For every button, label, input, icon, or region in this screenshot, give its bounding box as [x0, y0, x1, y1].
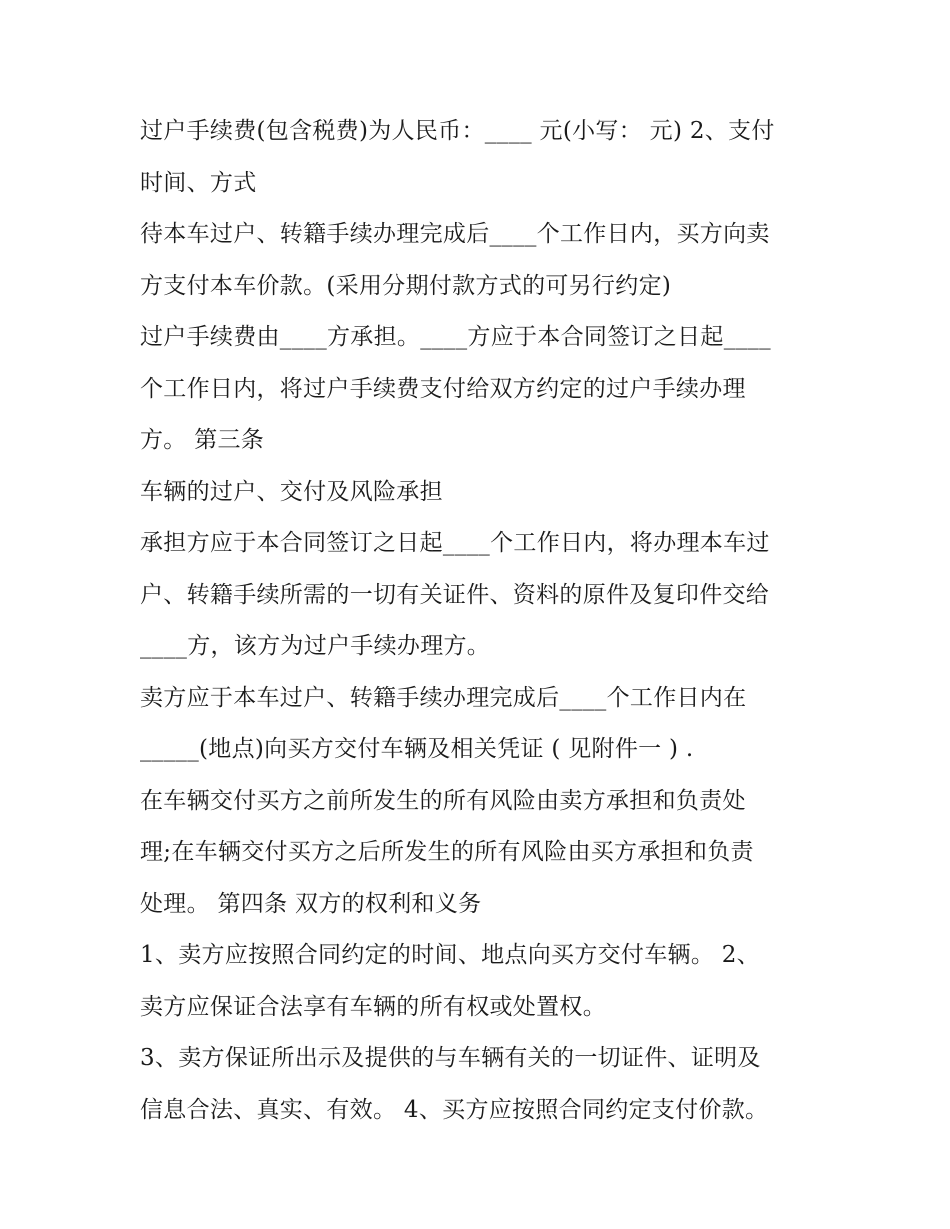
text-line: 在车辆交付买方之前所发生的所有风险由卖方承担和负责处: [140, 787, 746, 814]
text-line: 过户手续费由____方承担。____方应于本合同签订之日起____: [140, 324, 771, 350]
text-line: 时间、方式: [140, 169, 257, 196]
text-line: 3、卖方保证所出示及提供的与车辆有关的一切证件、证明及: [140, 1045, 761, 1071]
text-line: 个工作日内，将过户手续费支付给双方约定的过户手续办理: [140, 375, 746, 402]
text-line: 1、卖方应按照合同约定的时间、地点向买方交付车辆。 2、: [140, 942, 760, 968]
text-line: 待本车过户、转籍手续办理完成后____个工作日内，买方向卖: [140, 221, 770, 247]
text-line: 过户手续费(包含税费)为人民币：____ 元(小写： 元) 2、支付: [140, 118, 775, 144]
text-line: 信息合法、真实、有效。 4、买方应按照合同约定支付价款。: [140, 1096, 769, 1123]
text-line: 处理。 第四条 双方的权利和义务: [140, 890, 482, 917]
document-body: [140, 106, 820, 1136]
text-line: ____方，该方为过户手续办理方。: [140, 633, 491, 659]
text-line: 方。 第三条: [140, 427, 265, 453]
text-line: _____(地点)向买方交付车辆及相关凭证 ( 见附件一 ) .: [140, 736, 694, 762]
text-line: 承担方应于本合同签订之日起____个工作日内，将办理本车过: [140, 530, 770, 556]
text-line: 户、转籍手续所需的一切有关证件、资料的原件及复印件交给: [140, 581, 770, 608]
section-heading: 车辆的过户、交付及风险承担: [140, 478, 443, 505]
text-line: 理;在车辆交付买方之后所发生的所有风险由买方承担和负责: [140, 839, 754, 865]
text-line: 方支付本车价款。(采用分期付款方式的可另行约定): [140, 272, 672, 299]
text-line: 卖方应于本车过户、转籍手续办理完成后____个工作日内在: [140, 684, 747, 711]
text-line: 卖方应保证合法享有车辆的所有权或处置权。: [140, 993, 606, 1020]
